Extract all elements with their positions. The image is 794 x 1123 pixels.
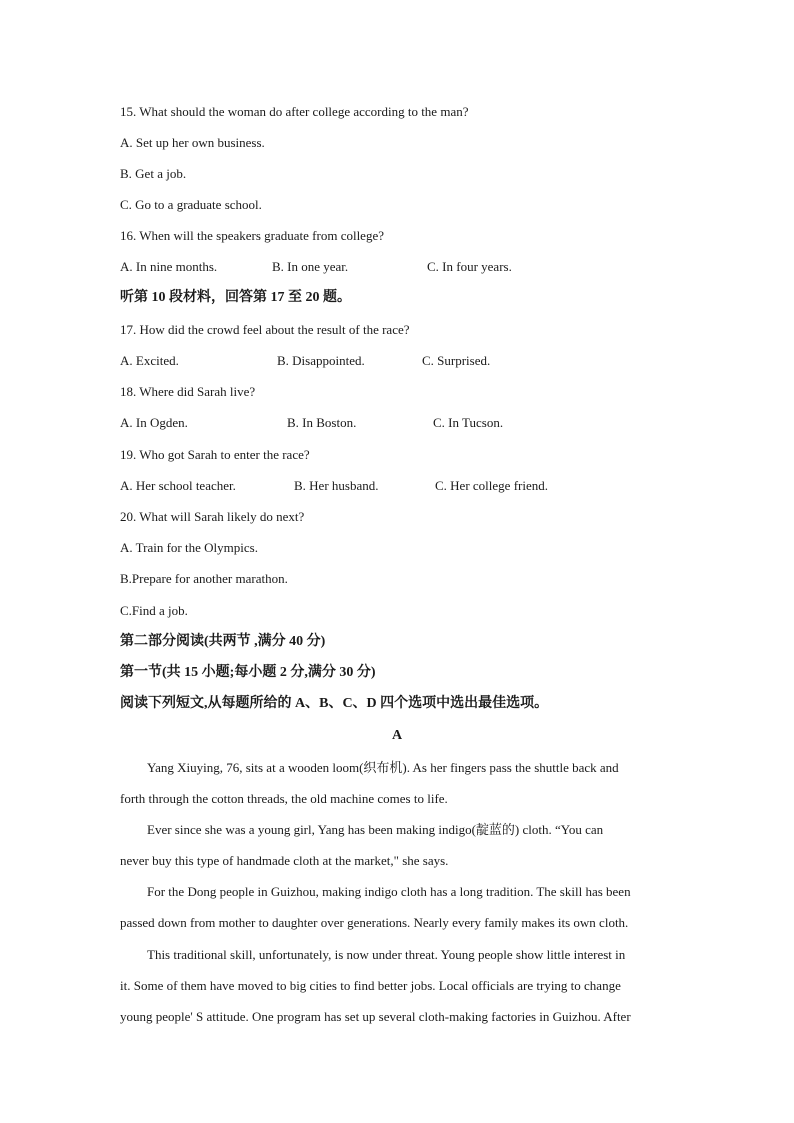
question-19: 19. Who got Sarah to enter the race? [120, 447, 310, 462]
option-15c: C. Go to a graduate school. [120, 197, 262, 212]
question-16: 16. When will the speakers graduate from college? [120, 228, 384, 243]
question-15: 15. What should the woman do after college according to the man? [120, 104, 469, 119]
option-17b: B. Disappointed. [277, 353, 365, 368]
passage-line-1: Yang Xiuying, 76, sits at a wooden loom(织布机). As her fingers pass the shuttle back and [147, 760, 619, 775]
option-19b: B. Her husband. [294, 478, 379, 493]
passage-line-3: Ever since she was a young girl, Yang has been making indigo(靛蓝的) cloth. “You can [147, 822, 604, 837]
option-20c: C.Find a job. [120, 603, 188, 618]
passage-line-6: passed down from mother to daughter over generations. Nearly every family makes its own cloth. [120, 915, 629, 930]
passage-line-5: For the Dong people in Guizhou, making indigo cloth has a long tradition. The skill has been [147, 884, 631, 899]
question-18: 18. Where did Sarah live? [120, 384, 256, 399]
option-19a: A. Her school teacher. [120, 478, 236, 493]
section-1-heading: 第一节(共 15 小题;每小题 2 分,满分 30 分) [120, 665, 376, 680]
option-19c: C. Her college friend. [435, 478, 548, 493]
option-17c: C. Surprised. [422, 353, 491, 368]
option-18b: B. In Boston. [287, 415, 357, 430]
option-17a: A. Excited. [120, 353, 179, 368]
reading-instruction: 阅读下列短文,从每题所给的 A、B、C、D 四个选项中选出最佳选项。 [120, 696, 549, 711]
part-2-heading: 第二部分阅读(共两节 ,满分 40 分) [120, 634, 326, 649]
option-16a: A. In nine months. [120, 259, 218, 274]
passage-line-9: young people' S attitude. One program has set up several cloth-making factories in Guizhou. After [120, 1009, 631, 1024]
option-16b: B. In one year. [272, 259, 349, 274]
question-20: 20. What will Sarah likely do next? [120, 509, 305, 524]
option-18c: C. In Tucson. [433, 415, 504, 430]
passage-line-8: it. Some of them have moved to big cities to find better jobs. Local officials are trying to change [120, 978, 621, 993]
option-16c: C. In four years. [427, 259, 512, 274]
option-20b: B.Prepare for another marathon. [120, 571, 288, 586]
passage-label: A [391, 728, 403, 743]
passage-line-2: forth through the cotton threads, the old machine comes to life. [120, 791, 448, 806]
passage-line-4: never buy this type of handmade cloth at the market," she says. [120, 853, 449, 868]
section-10-heading: 听第 10 段材料，回答第 17 至 20 题。 [120, 290, 351, 305]
passage-line-7: This traditional skill, unfortunately, is now under threat. Young people show little interest in [147, 947, 626, 962]
option-15b: B. Get a job. [120, 166, 187, 181]
option-15a: A. Set up her own business. [120, 135, 265, 150]
question-17: 17. How did the crowd feel about the result of the race? [120, 322, 410, 337]
option-18a: A. In Ogden. [120, 415, 188, 430]
option-20a: A. Train for the Olympics. [120, 540, 258, 555]
